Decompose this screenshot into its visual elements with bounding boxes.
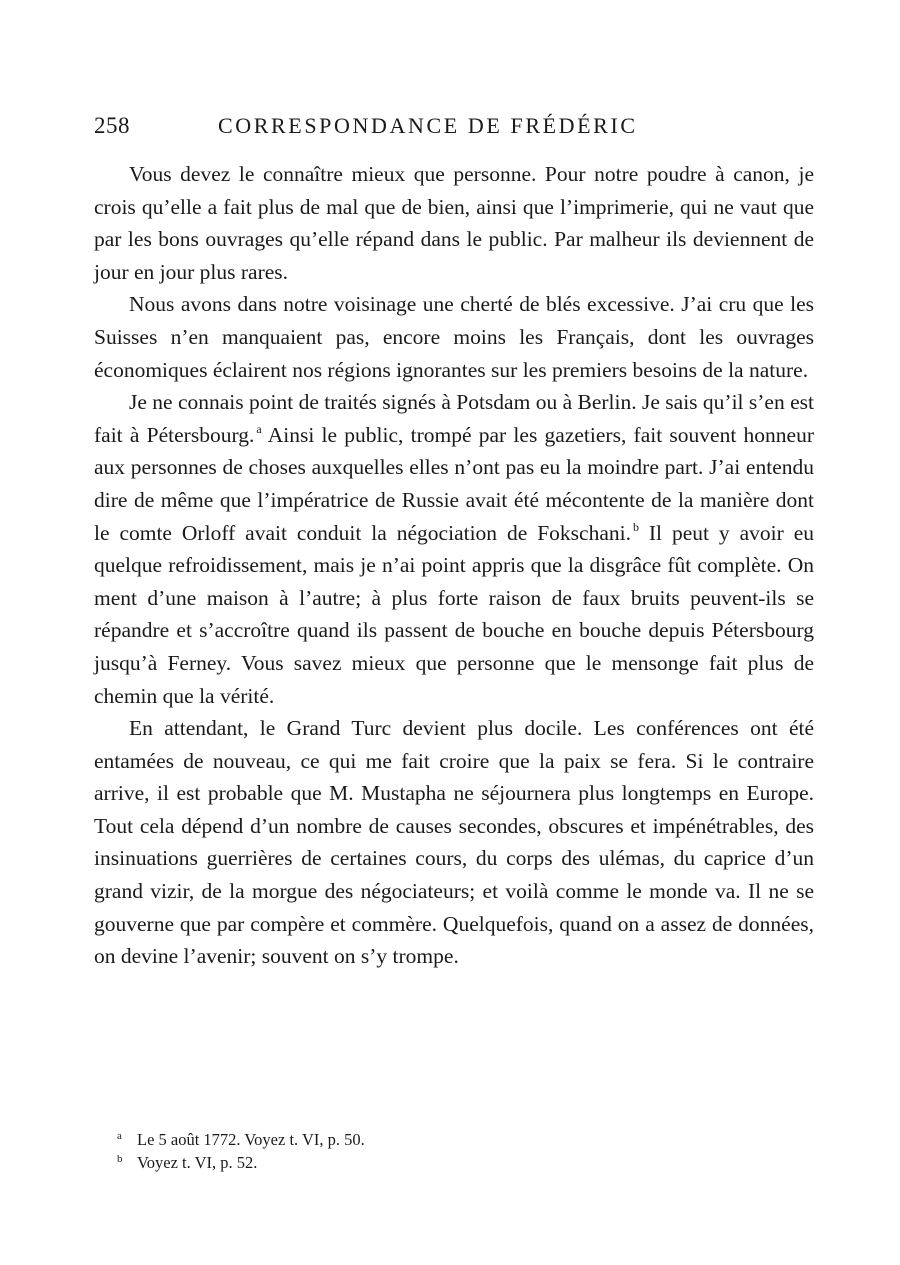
footnote-text: Voyez t. VI, p. 52. — [137, 1153, 258, 1172]
page-number: 258 — [94, 113, 130, 138]
footnotes — [117, 1128, 717, 1174]
running-head-title: CORRESPONDANCE DE FRÉDÉRIC — [218, 113, 638, 138]
paragraph-text: Ainsi le public, trompé par les gazetiers, fait souvent honneur aux personnes de choses auxquelles elles n’ont pas eu la moindre part. J’ai entendu dire de même que l’impératrice de Russie avait été mécontente de la manière dont le comte Orloff avait conduit la négociation de Fokschani. — [94, 422, 814, 545]
letter-body — [94, 158, 814, 973]
paragraph-text: Il peut y avoir eu quelque refroidissement, mais je n’ai point appris que la disgrâce fût complète. On ment d’une maison à l’autre; à plus forte raison de faux bruits peuvent-ils se répandre et s’accroître quand ils passent de bouche en bouche depuis Pétersbourg jusqu’à Ferney. Vous savez mieux que personne que le mensonge fait plus de chemin que la vérité. — [94, 520, 814, 708]
running-head — [94, 113, 690, 143]
footnote-reference-b[interactable]: b — [632, 519, 639, 534]
footnote-reference-a[interactable]: a — [256, 421, 262, 436]
paragraph: Nous avons dans notre voisinage une cherté de blés excessive. J’ai cru que les Suisses n’en manquaient pas, encore moins les Français, dont les ouvrages économiques éclairent nos régions ignorantes sur les premiers besoins de la nature. — [94, 292, 814, 382]
footnote: a Le 5 août 1772. Voyez t. VI, p. 50. — [117, 1130, 365, 1149]
paragraph: En attendant, le Grand Turc devient plus docile. Les conférences ont été entamées de nouveau, ce qui me fait croire que la paix se fera. Si le contraire arrive, il est probable que M. Mustapha ne séjournera plus longtemps en Europe. Tout cela dépend d’un nombre de causes secondes, obscures et impénétrables, des insinuations guerrières de certaines cours, du corps des ulémas, du caprice d’un grand vizir, de la morgue des négociateurs; et voilà comme le monde va. Il ne se gouverne que par compère et commère. Quelquefois, quand on a assez de données, on devine l’avenir; souvent on s’y trompe. — [94, 716, 814, 969]
footnote-text: Le 5 août 1772. Voyez t. VI, p. 50. — [137, 1130, 365, 1149]
paragraph — [94, 386, 814, 712]
footnote: b Voyez t. VI, p. 52. — [117, 1153, 258, 1172]
paragraph: Vous devez le connaître mieux que personne. Pour notre poudre à canon, je crois qu’elle a fait plus de mal que de bien, ainsi que l’imprimerie, qui ne vaut que par les bons ouvrages qu’elle répand dans le public. Par malheur ils deviennent de jour en jour plus rares. — [94, 162, 814, 284]
paragraph-text: Je ne connais point de traités signés à Potsdam ou à Berlin. Je sais qu’il s’en est fait à Pétersbourg. — [94, 390, 814, 447]
